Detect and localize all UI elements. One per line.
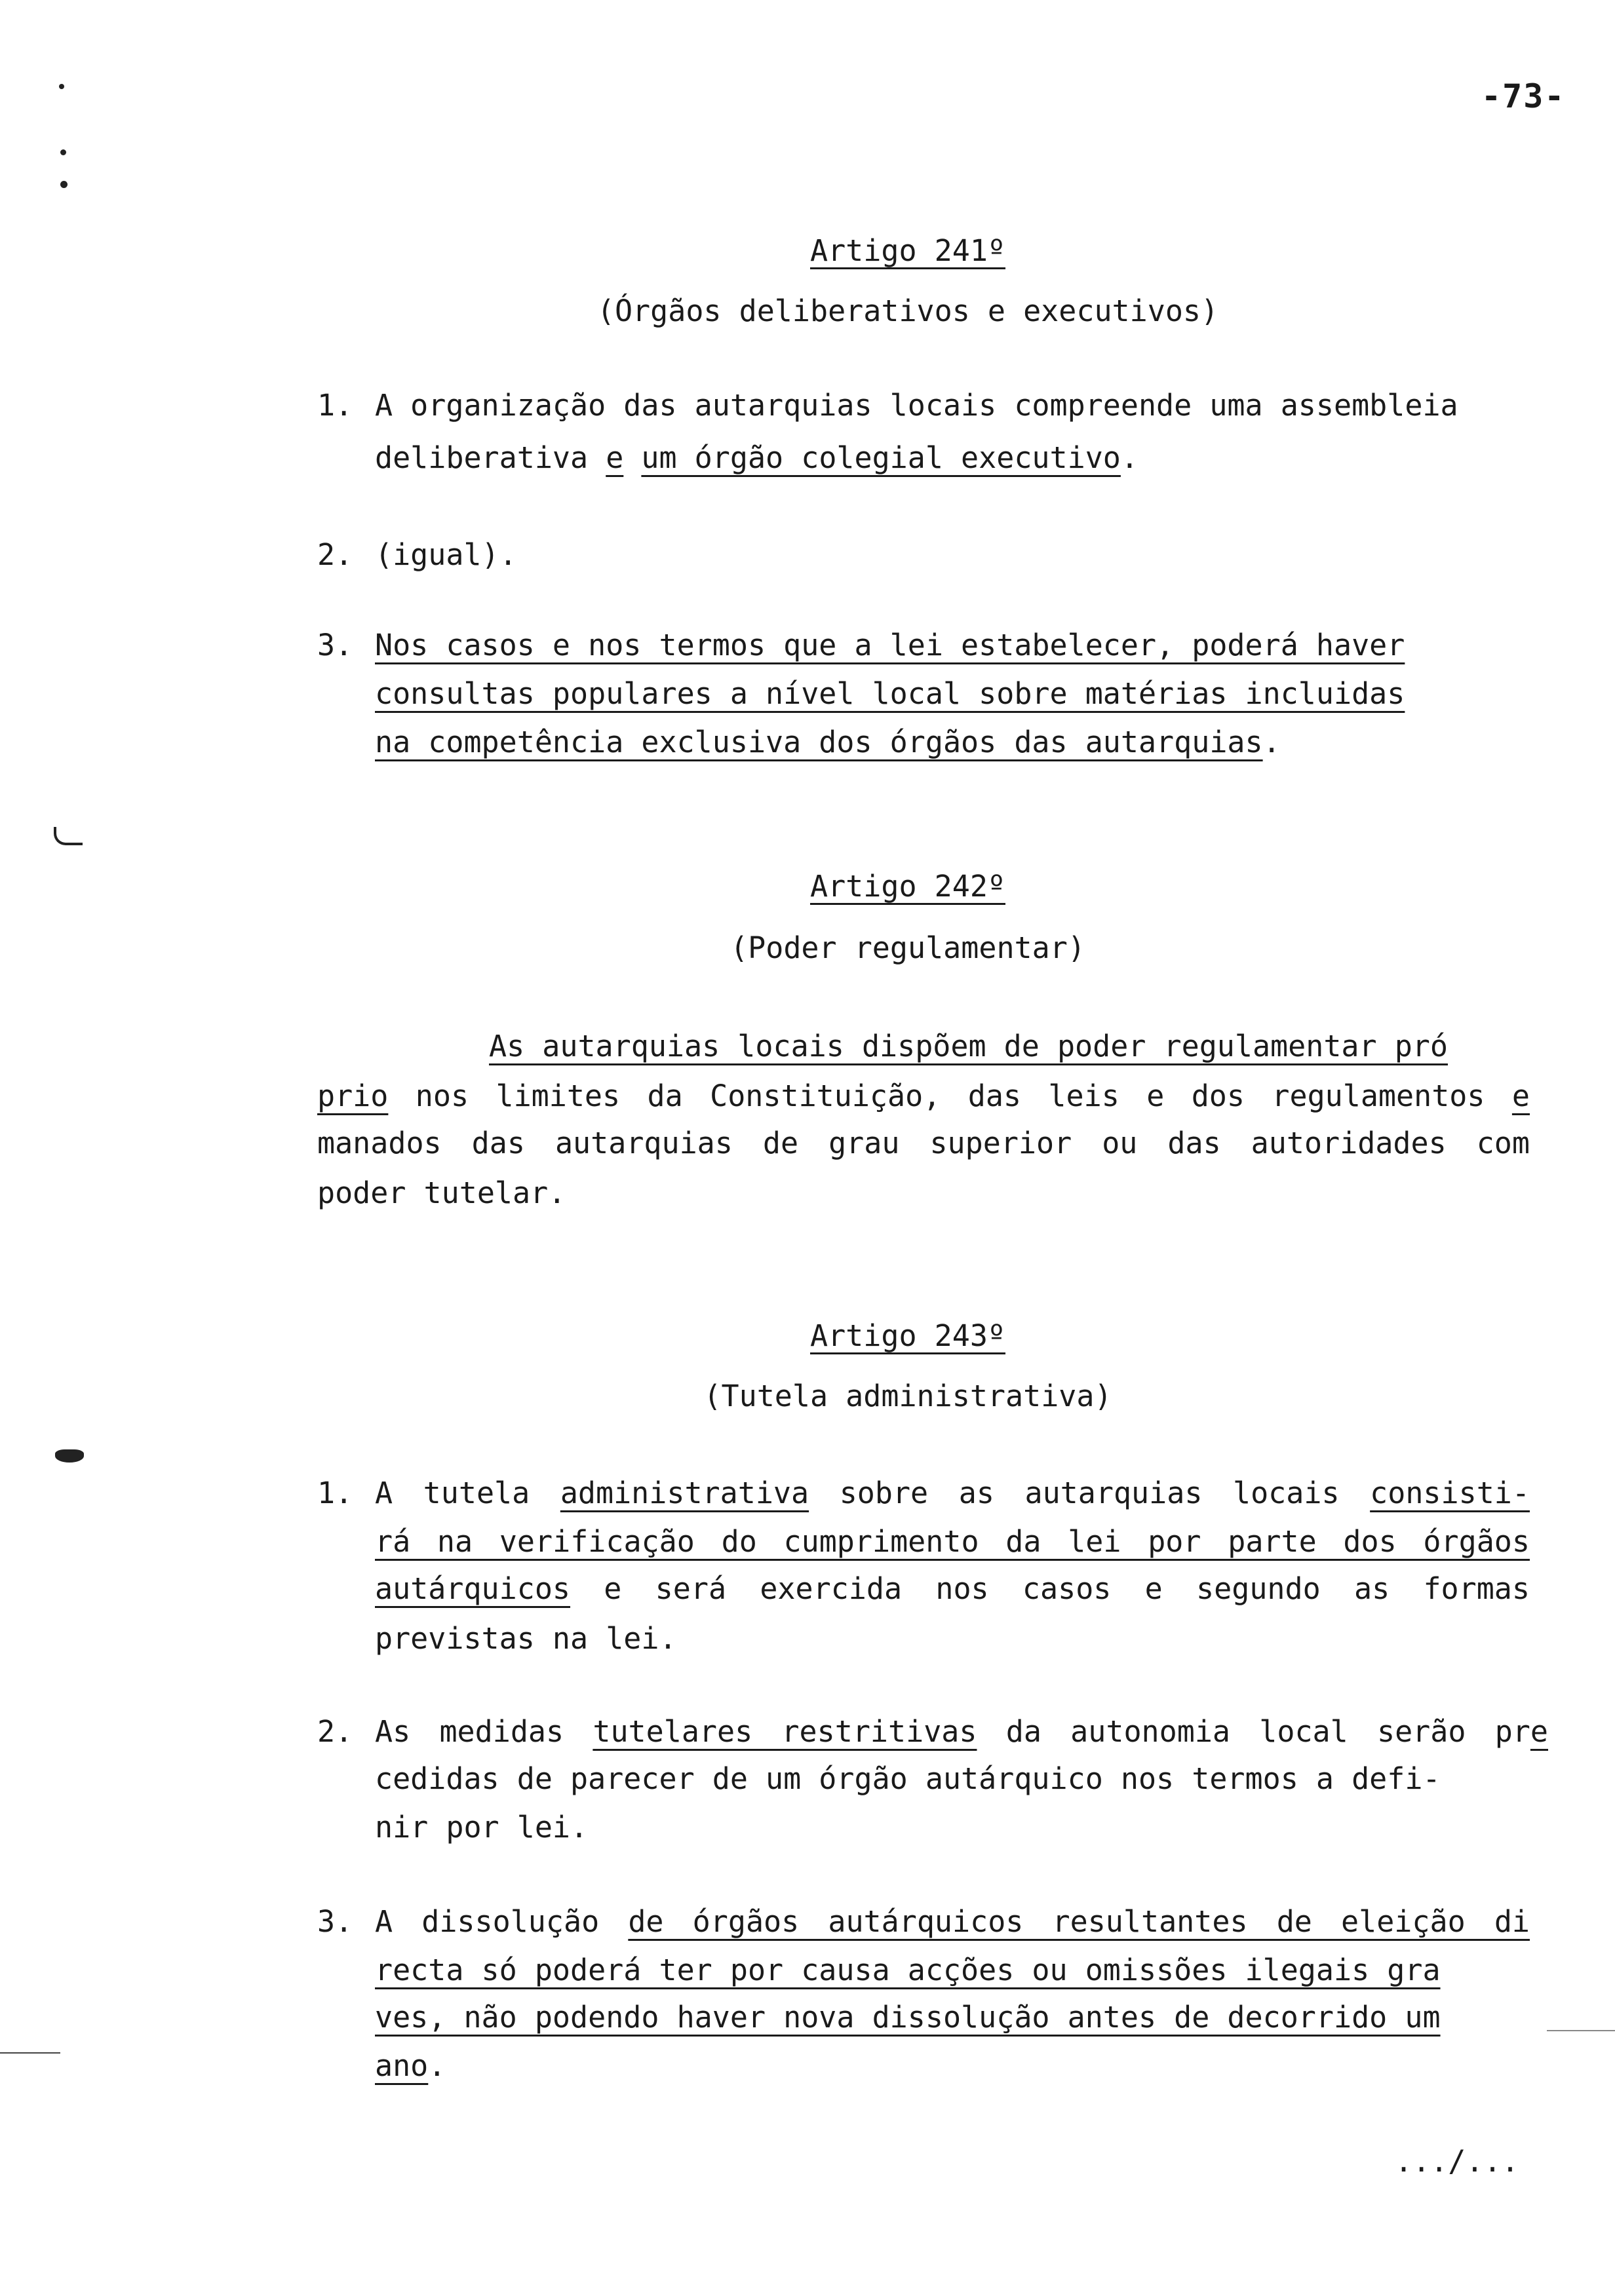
text-segment: A tutela	[375, 1476, 560, 1510]
underlined-text: autárquicos	[375, 1571, 571, 1606]
scan-dot	[60, 181, 68, 188]
underlined-text: ves, não podendo haver nova dissolução antes de decorrido um	[375, 2000, 1441, 2035]
underlined-text: um órgão colegial executivo	[641, 440, 1121, 475]
punch-mark	[55, 1449, 84, 1463]
text-line	[317, 1176, 566, 1210]
item-number: 2.	[317, 537, 353, 572]
text-segment: nir por lei.	[375, 1810, 589, 1845]
continuation-mark: .../...	[1395, 2144, 1519, 2179]
text-segment: cedidas de parecer de um órgão autárquico nos termos a defi-	[375, 1761, 1441, 1796]
article-subtitle: (Poder regulamentar)	[730, 930, 1085, 965]
underlined-text: rá na verificação do cumprimento da lei por parte dos órgãos	[375, 1524, 1530, 1559]
text-segment: .	[428, 2048, 446, 2083]
scan-edge-line	[0, 2052, 60, 2054]
text-line	[375, 676, 1405, 711]
scan-edge-line	[1547, 2030, 1615, 2031]
text-line	[375, 1714, 1548, 1749]
text-segment: A organização das autarquias locais compreende uma assembleia	[375, 388, 1458, 423]
text-segment: .	[1262, 725, 1281, 759]
page-number: -73-	[1481, 77, 1566, 115]
text-segment: nos limites da Constituição, das leis e dos regulamentos	[388, 1079, 1512, 1113]
item-number: 1.	[317, 388, 353, 423]
text-line	[317, 1126, 1530, 1160]
text-line	[375, 1621, 677, 1656]
underlined-text: Nos casos e nos termos que a lei estabelecer, poderá haver	[375, 628, 1405, 662]
article-subtitle: (Órgãos deliberativos e executivos)	[596, 294, 1219, 328]
text-line	[375, 1761, 1441, 1796]
text-line	[375, 440, 1138, 475]
text-segment: e será exercida nos casos e segundo as formas	[570, 1571, 1530, 1606]
text-segment: deliberativa	[375, 440, 606, 475]
article-title: Artigo 243º	[809, 1318, 1005, 1353]
text-line	[317, 1079, 1530, 1113]
text-line	[375, 1571, 1530, 1606]
text-segment: manados das autarquias de grau superior ou das autoridades com	[317, 1126, 1530, 1160]
underlined-text: ano	[375, 2048, 429, 2083]
underlined-text: e	[606, 440, 624, 475]
underlined-text: e	[1530, 1714, 1548, 1749]
scan-dot	[59, 84, 64, 89]
item-number: 1.	[317, 1476, 353, 1510]
article-title: Artigo 242º	[809, 869, 1005, 904]
text-line	[375, 1524, 1530, 1559]
text-line	[375, 628, 1405, 662]
text-line	[375, 1476, 1530, 1510]
text-segment: poder tutelar.	[317, 1176, 566, 1210]
underlined-text: tutelares restritivas	[593, 1714, 977, 1749]
text-line	[489, 1029, 1448, 1063]
text-segment: .	[1120, 440, 1138, 475]
underlined-text: de órgãos autárquicos resultantes de eleição di	[628, 1904, 1530, 1939]
text-line	[375, 1810, 588, 1845]
punch-mark	[54, 827, 83, 845]
underlined-text: consultas populares a nível local sobre matérias incluidas	[375, 676, 1405, 711]
underlined-text: consisti-	[1370, 1476, 1530, 1510]
text-line	[375, 1953, 1441, 1987]
text-line	[375, 725, 1281, 759]
text-segment	[623, 440, 641, 475]
underlined-text: prio	[317, 1079, 389, 1113]
item-number: 3.	[317, 628, 353, 662]
text-line	[375, 2048, 446, 2083]
text-segment: (igual).	[375, 537, 517, 572]
article-subtitle: (Tutela administrativa)	[703, 1379, 1112, 1413]
text-line	[375, 1904, 1530, 1939]
underlined-text: As autarquias locais dispõem de poder regulamentar pró	[489, 1029, 1448, 1063]
underlined-text: e	[1511, 1079, 1530, 1113]
text-segment: da autonomia local serão pr	[977, 1714, 1530, 1749]
item-number: 3.	[317, 1904, 353, 1939]
underlined-text: na competência exclusiva dos órgãos das autarquias	[375, 725, 1263, 759]
item-number: 2.	[317, 1714, 353, 1749]
article-title: Artigo 241º	[809, 233, 1005, 268]
text-segment: As medidas	[375, 1714, 593, 1749]
text-line	[375, 537, 517, 572]
text-segment: sobre as autarquias locais	[809, 1476, 1371, 1510]
text-segment: previstas na lei.	[375, 1621, 677, 1656]
text-line	[375, 388, 1458, 423]
underlined-text: recta só poderá ter por causa acções ou omissões ilegais gra	[375, 1953, 1441, 1987]
underlined-text: administrativa	[560, 1476, 809, 1510]
scan-dot	[60, 149, 66, 155]
text-line	[375, 2000, 1441, 2035]
text-segment: A dissolução	[375, 1904, 629, 1939]
